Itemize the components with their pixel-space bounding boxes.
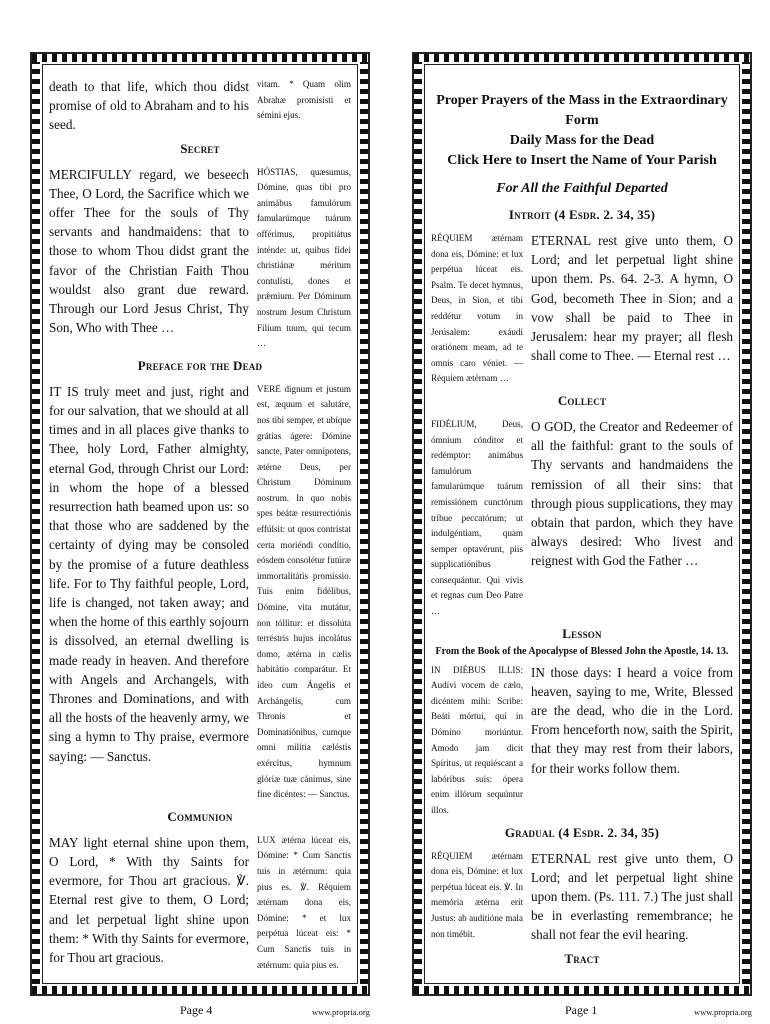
title-line-1: Proper Prayers of the Mass in the Extraordinary Form	[436, 93, 728, 128]
preface-row	[49, 382, 351, 803]
title-line-2: Daily Mass for the Dead	[509, 133, 655, 148]
lesson-source: From the Book of the Apocalypse of Blessed John the Apostle, 14. 13.	[435, 645, 729, 657]
secret-english: MERCIFULLY regard, we beseech Thee, O Lord, the Sacrifice which we offer Thee for the souls of Thy servants and handmaidens: that to those to whom Thou didst grant the favor of the Christian Faith Thou wouldst also grant due reward. Through our Lord Jesus Christ, Thy Son, Who with Thee …	[49, 166, 249, 336]
preface-english: IT IS truly meet and just, right and for our salvation, that we should at all times and in all places give thanks to Thee, holy Lord, Father almighty, eternal God, through Christ our Lord: in whom the hope of a blessed resurrection hath beamed upon us: so that those who are saddened by the certainty of dying may be consoled by the promise of a future deathless life. For to Thy faithful people, Lord, life is changed, not taken away; and when the home of this earthly sojourn is dissolved, an eternal dwelling is made ready in heaven. And therefore with Angels and Archangels, with Thrones and Dominations, and with all the hosts of the heavenly army, we sing a hymn to Thy praise, evermore saying: — Sanctus.	[49, 383, 249, 764]
page-1-url[interactable]: www.propria.org	[694, 1007, 752, 1017]
page-4-inner	[42, 64, 358, 984]
communion-row	[49, 833, 351, 973]
title-block	[431, 91, 733, 171]
communion-latin: LUX ætérna lúceat eis, Dómine: * Cum Sanctis tuis in ætérnum: quia pius es. ℣. Réquiem ætérnam dona eis, Dómine: * et lux perpétua lúceat eis: * Cum Sanctis tuis in ætérnum: quia pius es.	[257, 834, 351, 970]
introit-row	[431, 231, 733, 387]
collect-row	[431, 417, 733, 620]
intro-row	[49, 77, 351, 135]
intro-english: death to that life, which thou didst promise of old to Abraham and to his seed.	[49, 79, 249, 133]
secret-latin: HÓSTIAS, quæsumus, Dómine, quas tibi pro animábus famulórum famularúmque tuárum offérimus, propitiátus inténde: ut, quibus fídei christiánæ méritum contulísti, dones et prǽmium. Per Dóminum nostrum Jesum Christum Fílium tuum, qui tecum …	[257, 166, 351, 349]
subtitle: For All the Faithful Departed	[496, 181, 668, 196]
page-4-url[interactable]: www.propria.org	[312, 1007, 370, 1017]
tract-heading: Tract	[564, 950, 600, 966]
gradual-heading: Gradual (4 Esdr. 2. 34, 35)	[504, 824, 660, 840]
lesson-english: IN those days: I heard a voice from heaven, saying to me, Write, Blessed are the dead, who die in the Lord. From henceforth now, saith the Spirit, that they may rest from their labors, for their works follow them.	[531, 664, 733, 776]
intro-latin: vitam. * Quam olim Abrahæ promisisti et sémini ejus.	[257, 79, 351, 121]
parish-placeholder-link[interactable]: Click Here to Insert the Name of Your Parish	[447, 153, 717, 168]
gradual-row	[431, 849, 733, 945]
gradual-english: ETERNAL rest give unto them, O Lord; and let perpetual light shine upon them. (Ps. 111. 7.) The just shall be in everlasting remembrance; he shall not fear the evil hearing.	[531, 850, 733, 943]
lesson-heading: Lesson	[562, 625, 602, 641]
communion-heading: Communion	[167, 808, 233, 824]
introit-heading: Introit (4 Esdr. 2. 34, 35)	[508, 207, 656, 222]
page-4	[30, 52, 370, 996]
gradual-latin: RÉQUIEM ætérnam dona eis, Dómine: et lux perpétua lúceat eis. ℣. In memória ætérna erit Justus: ab auditióne mala non timébit.	[431, 850, 523, 939]
page-4-number: Page 4	[180, 1003, 213, 1017]
lesson-row	[431, 663, 733, 819]
communion-english: MAY light eternal shine upon them, O Lord, * With thy Saints for evermore, for Thou art gracious. ℣. Eternal rest give to them, O Lord; and let perpetual light shine upon them: * With thy Saints for evermore, for Thou art gracious.	[49, 834, 249, 965]
collect-heading: Collect	[557, 392, 607, 408]
collect-english: O GOD, the Creator and Redeemer of all the faithful: grant to the souls of Thy servants and handmaidens the remission of all their sins: that through pious supplications, they may obtain that pardon, which they have always desired: Who livest and reignest with God the Father …	[531, 418, 733, 569]
lesson-latin: IN DIÉBUS ILLIS: Audívi vocem de cælo, dicéntem mihi: Scribe: Beáti mórtui, qui in Dómino moriúntur. Amodo jam dicit Spíritus, ut requiéscant a labóribus suis: ópera enim illórum sequúntur illos.	[431, 664, 523, 815]
page-1-number: Page 1	[565, 1003, 598, 1017]
collect-latin: FIDÉLIUM, Deus, ómnium cónditor et redémptor: animábus famulórum famularúmque tuárum remissiónem cunctórum tríbue peccatórum; ut indulgéntiam, quam semper optavérunt, piis supplicatiónibus consequántur. Qui vivis et regnas cum Deo Patre …	[431, 418, 523, 617]
secret-heading: Secret	[180, 140, 220, 156]
preface-heading: Preface for the Dead	[137, 357, 263, 373]
page-1-content	[431, 77, 733, 975]
secret-row	[49, 165, 351, 352]
introit-latin: RÉQUIEM ætérnam dona eis, Dómine: et lux perpétua lúceat eis. Psalm. Te decet hymnus, Deus, in Sion, et tibi reddétur votum in Jerúsalem: exáudi oratiónem meam, ad te omnis caro véniet. — Réquiem ætérnam …	[431, 233, 523, 384]
page-4-content	[49, 77, 351, 975]
introit-english: ETERNAL rest give unto them, O Lord; and let perpetual light shine upon them. Ps. 64. 2-3. A hymn, O God, becometh Thee in Sion; and a vow shall be paid to Thee in Jerusalem: hear my prayer; all flesh shall come to Thee. — Eternal rest …	[531, 233, 733, 364]
preface-latin: VERE dignum et justum est, æquum et salutáre, nos tibi semper, et ubíque grátias ágere: Dómine sancte, Pater omnípotens, ætérne Deus, per Christum Dóminum nostrum. In quo nobis spes beátæ resurrectiónis effúlsit: ut quos contrístat certa moriéndi condítio, eósdem consolétur futúræ immortalitátis promíssio. Tuis enim fidélibus, Dómine, vita mutátur, non tóllitur: et dissolúta terréstris hujus incolátus domo, ætérna in cælis habitátio comparátur. Et ídeo cum Ángelis et Archángelis, cum Thronis et Dominatiónibus, cumque omni milítia cæléstis exércitus, hymnum glóriæ tuæ cánimus, sine fine dicéntes: — Sanctus.	[257, 383, 351, 800]
page-1	[412, 52, 752, 996]
page-1-inner	[424, 64, 740, 984]
